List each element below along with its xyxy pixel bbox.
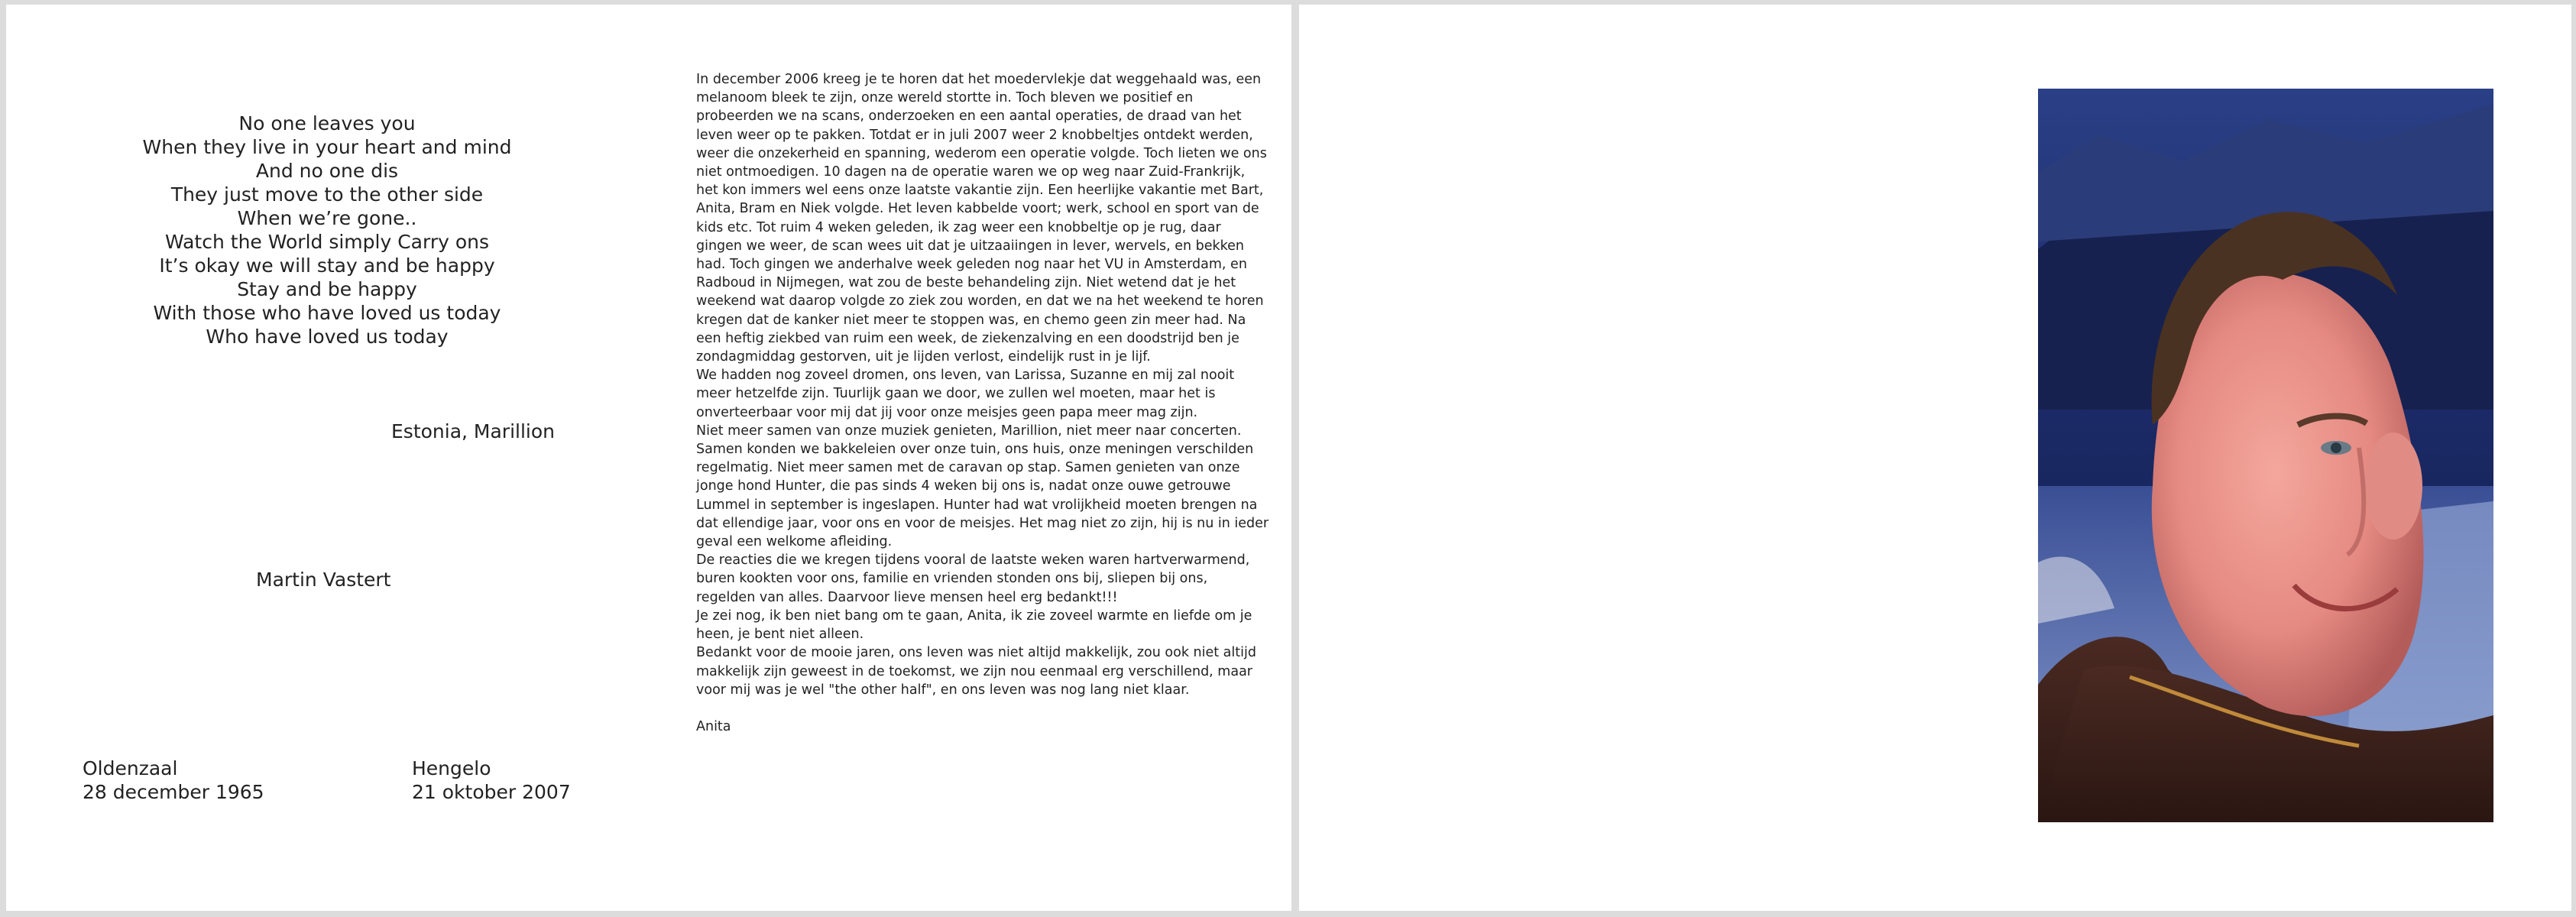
poem-line: Stay and be happy xyxy=(237,278,417,300)
letter-paragraph: Bedankt voor de mooie jaren, ons leven was niet altijd makkelijk, zou ook niet altijd makkelijk zijn geweest in de toekomst, we zijn nou eenmaal erg verschillend, maar voor mij was je wel "the other half", en ons leven was nog lang niet klaar. xyxy=(696,645,1256,698)
poem-line: With those who have loved us today xyxy=(153,302,501,324)
poem-line: Who have loved us today xyxy=(206,326,449,348)
death-info xyxy=(412,757,571,804)
portrait-illustration xyxy=(2038,89,2493,822)
birth-date: 28 december 1965 xyxy=(83,781,264,803)
poem-line: And no one dis xyxy=(255,160,399,182)
letter-paragraph: Niet meer samen van onze muziek genieten, Marillion, niet meer naar concerten. Samen konden we bakkeleien over onze tuin, ons huis, onze meningen verschilden regelmatig. Niet meer samen met de caravan op stap. Samen genieten van onze jonge hond Hunter, die pas sinds 4 weken bij ons is, nadat onze ouwe getrouwe Lummel in september is ingeslapen. Hunter had wat vrolijkheid moeten brengen na dat ellendige jaar, voor ons en voor de meisjes. Het mag niet zo zijn, hij is nu in ieder geval een welkome afleiding. xyxy=(696,423,1269,550)
letter-paragraph: Je zei nog, ik ben niet bang om te gaan, Anita, ik zie zoveel warmte en liefde om je heen, je bent niet alleen. xyxy=(696,608,1252,643)
farewell-letter xyxy=(696,70,1269,736)
memorial-card-back xyxy=(1299,5,2571,911)
poem xyxy=(113,112,541,348)
poem-line: When we’re gone.. xyxy=(237,207,417,229)
letter-paragraph: In december 2006 kreeg je te horen dat het moedervlekje dat weggehaald was, een melanoom bleek te zijn, onze wereld stortte in. Toch bleven we positief en probeerden we na scans, onderzoeken en een aantal operaties, de draad van het leven weer op te pakken. Totdat er in juli 2007 weer 2 knobbeltjes ontdekt werden, weer die onzekerheid en spanning, wederom een operatie volgde. Toch lieten we ons niet ontmoedigen. 10 dagen na de operatie waren we op weg naar Zuid-Frankrijk, het kon immers wel eens onze laatste vakantie zijn. Een heerlijke vakantie met Bart, Anita, Bram en Niek volgde. Het leven kabbelde voort; werk, school en sport van de kids etc. Tot ruim 4 weken geleden, ik zag weer een knobbeltje op je rug, daar gingen we weer, de scan wees uit dat je uitzaaiingen in lever, wervels, en bekken had. Toch gingen we anderhalve week geleden nog naar het VU in Amsterdam, en Radboud in Nijmegen, wat zou de beste behandeling zijn. Niet wetend dat je het weekend wat daarop volgde zo ziek zou worden, en dat we na het weekend te horen kregen dat de kanker niet meer te stoppen was, en chemo geen zin meer had. Na een heftig ziekbed van ruim een week, de ziekenzalving en een doodstrijd ben je zondagmiddag gestorven, uit je lijden verlost, eindelijk rust in je lijf. xyxy=(696,72,1267,365)
birth-info xyxy=(83,757,264,804)
poem-line: They just move to the other side xyxy=(170,183,484,206)
memorial-card-inside xyxy=(6,5,1291,911)
letter-paragraph: De reacties die we kregen tijdens vooral de laatste weken waren hartverwarmend, buren kookten voor ons, familie en vrienden stonden ons bij, sliepen bij ons, regelden van alles. Daarvoor lieve mensen heel erg bedankt!!! xyxy=(696,552,1250,605)
letter-signature: Anita xyxy=(696,718,731,734)
poem-line: No one leaves you xyxy=(238,112,416,134)
poem-attribution: Estonia, Marillion xyxy=(391,420,556,442)
deceased-name: Martin Vastert xyxy=(256,569,391,591)
letter-paragraph: We hadden nog zoveel dromen, ons leven, van Larissa, Suzanne en mij zal nooit meer hetzelfde zijn. Tuurlijk gaan we door, we zullen wel moeten, maar het is onverteerbaar voor mij dat jij voor onze meisjes geen papa meer mag zijn. xyxy=(696,368,1235,420)
death-date: 21 oktober 2007 xyxy=(412,781,571,803)
poem-line: It’s okay we will stay and be happy xyxy=(159,254,495,277)
death-place: Hengelo xyxy=(412,757,491,779)
portrait-photo xyxy=(2038,89,2493,822)
poem-line: When they live in your heart and mind xyxy=(142,136,512,158)
poem-line: Watch the World simply Carry ons xyxy=(164,231,490,253)
birth-place: Oldenzaal xyxy=(83,757,178,779)
